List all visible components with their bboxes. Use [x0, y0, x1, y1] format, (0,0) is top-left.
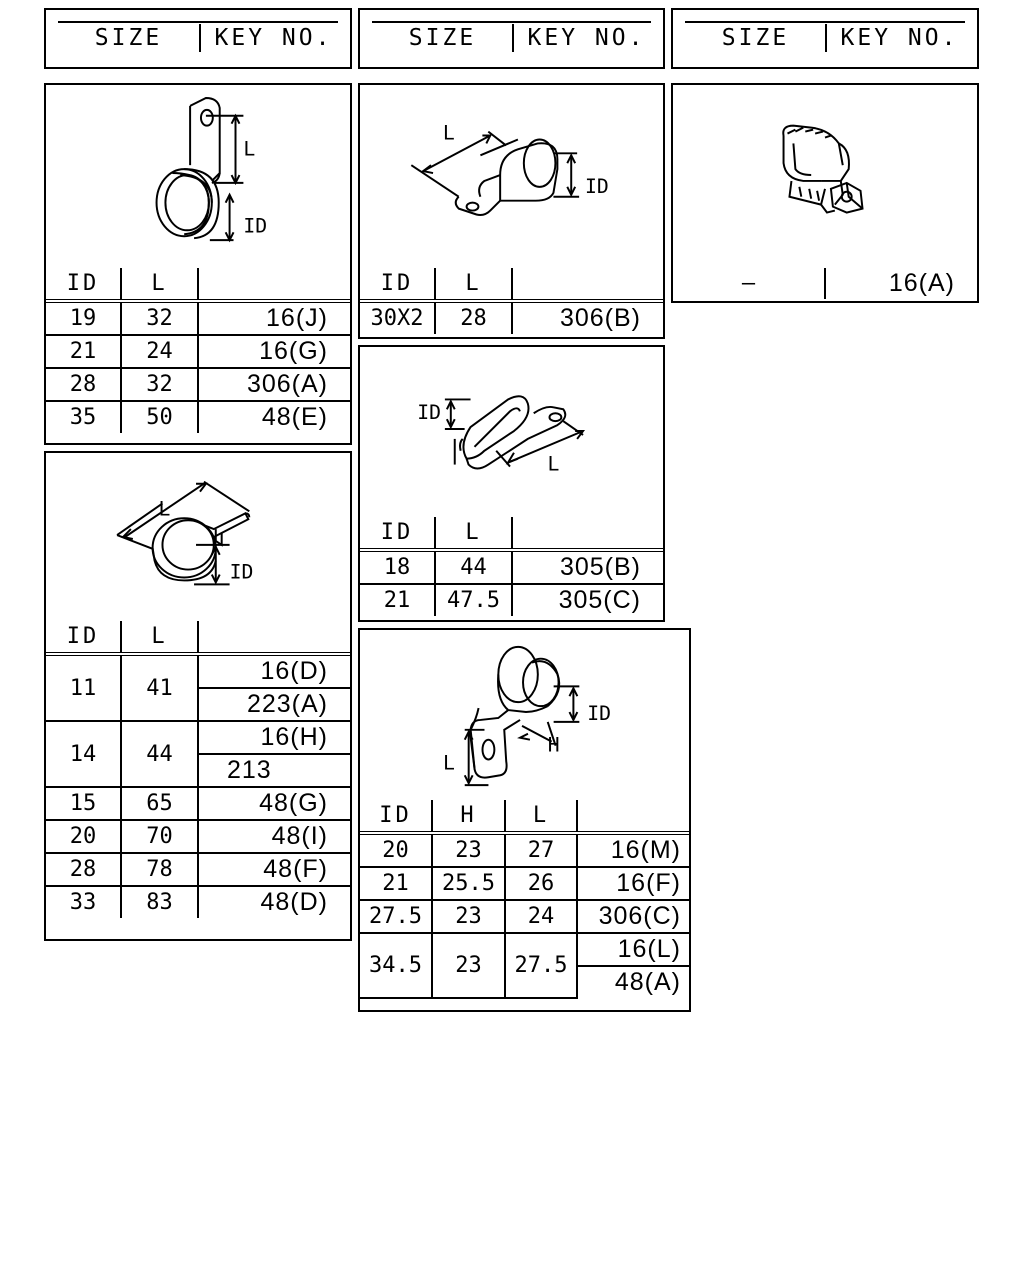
table-row	[46, 721, 350, 754]
cell-l: 24	[505, 900, 577, 933]
cell-h: 23	[432, 900, 505, 933]
clamp-d-panel	[358, 345, 665, 622]
cell-l: 44	[435, 550, 512, 584]
dim-id-label: ID	[417, 401, 441, 425]
size-header: SIZE	[721, 25, 790, 51]
key-no-header: KEY NO.	[214, 25, 333, 51]
cell-id: 20	[46, 820, 121, 853]
cell-key: 306(A)	[198, 368, 350, 401]
cell-l: 41	[121, 654, 198, 721]
cell-key: 16(J)	[198, 301, 350, 335]
clamp-d-drawing	[360, 347, 663, 517]
col-l: L	[121, 621, 198, 654]
clamp-c-table	[360, 268, 663, 334]
col-l: L	[505, 800, 577, 833]
cell-h: 25.5	[432, 867, 505, 900]
clamp-e-drawing	[360, 630, 689, 800]
cell-id: 35	[46, 401, 121, 433]
cell-key: 223(A)	[198, 688, 350, 721]
table-row	[673, 268, 977, 299]
cell-l: 28	[435, 301, 512, 334]
clamp-c-drawing	[360, 85, 663, 268]
dim-l-label: L	[442, 751, 455, 775]
key-no-header: KEY NO.	[840, 25, 959, 51]
cell-id: 27.5	[360, 900, 432, 933]
dim-l-label: L	[158, 497, 171, 521]
table-row	[360, 933, 689, 966]
table-row	[46, 401, 350, 433]
cell-id: 28	[46, 853, 121, 886]
dim-id-label: ID	[585, 174, 609, 198]
clamp-a-table	[46, 268, 350, 433]
clamp-a-drawing	[46, 85, 350, 268]
clamp-f-table	[673, 268, 977, 299]
col-key	[577, 800, 689, 833]
dim-h-label: H	[547, 733, 560, 757]
cell-key: 48(F)	[198, 853, 350, 886]
cell-h: 23	[432, 833, 505, 867]
size-header: SIZE	[408, 25, 477, 51]
table-row	[46, 335, 350, 368]
table-row	[46, 886, 350, 918]
cell-key: 213	[198, 754, 350, 787]
table-row	[46, 301, 350, 335]
col-id: ID	[46, 268, 121, 301]
cell-key: 306(B)	[512, 301, 663, 334]
header-col3	[671, 8, 979, 69]
key-no-header: KEY NO.	[527, 25, 646, 51]
cell-id: 11	[46, 654, 121, 721]
col-id: ID	[46, 621, 121, 654]
cell-id: 21	[46, 335, 121, 368]
table-row	[360, 833, 689, 867]
cell-key: 305(B)	[512, 550, 663, 584]
cell-l: 32	[121, 301, 198, 335]
table-row	[46, 787, 350, 820]
cell-id: 19	[46, 301, 121, 335]
cell-l: 70	[121, 820, 198, 853]
cell-key: 48(A)	[577, 966, 689, 998]
cell-id: 21	[360, 584, 435, 616]
cell-id: 20	[360, 833, 432, 867]
cell-l: 50	[121, 401, 198, 433]
table-row	[360, 301, 663, 334]
cell-size: —	[673, 268, 825, 299]
cell-id: 21	[360, 867, 432, 900]
clamp-a-panel	[44, 83, 352, 445]
clamp-f-panel	[671, 83, 979, 303]
clamp-f-drawing	[673, 85, 977, 268]
clamp-c-panel	[358, 83, 665, 339]
col-key	[198, 268, 350, 301]
table-row	[360, 867, 689, 900]
size-header: SIZE	[94, 25, 163, 51]
cell-key: 16(G)	[198, 335, 350, 368]
cell-id: 34.5	[360, 933, 432, 998]
header-col1	[44, 8, 352, 69]
dim-id-label: ID	[243, 214, 268, 238]
cell-l: 27.5	[505, 933, 577, 998]
col-l: L	[121, 268, 198, 301]
cell-key: 48(I)	[198, 820, 350, 853]
col-key	[198, 621, 350, 654]
cell-key: 16(F)	[577, 867, 689, 900]
col-id: ID	[360, 268, 435, 301]
cell-l: 47.5	[435, 584, 512, 616]
cell-l: 83	[121, 886, 198, 918]
table-row	[360, 584, 663, 616]
dim-l-label: L	[547, 452, 560, 476]
cell-l: 26	[505, 867, 577, 900]
clamp-d-table	[360, 517, 663, 616]
cell-l: 24	[121, 335, 198, 368]
clamp-b-drawing	[46, 453, 350, 621]
dim-id-label: ID	[229, 560, 254, 584]
cell-id: 33	[46, 886, 121, 918]
cell-l: 32	[121, 368, 198, 401]
col-l: L	[435, 268, 512, 301]
cell-l: 65	[121, 787, 198, 820]
col-l: L	[435, 517, 512, 550]
header-col2	[358, 8, 665, 69]
table-row	[360, 550, 663, 584]
dim-l-label: L	[442, 121, 455, 145]
clamp-b-table	[46, 621, 350, 918]
cell-key: 16(D)	[198, 654, 350, 688]
table-row	[46, 820, 350, 853]
dim-id-label: ID	[587, 701, 612, 725]
cell-h: 23	[432, 933, 505, 998]
cell-id: 15	[46, 787, 121, 820]
col-key	[512, 268, 663, 301]
cell-id: 18	[360, 550, 435, 584]
col-id: ID	[360, 800, 432, 833]
col-h: H	[432, 800, 505, 833]
cell-key: 16(L)	[577, 933, 689, 966]
clamp-e-panel	[358, 628, 691, 1012]
cell-l: 78	[121, 853, 198, 886]
cell-id: 28	[46, 368, 121, 401]
col-key	[512, 517, 663, 550]
table-row	[360, 900, 689, 933]
table-row	[46, 368, 350, 401]
dim-l-label: L	[243, 137, 256, 161]
cell-key: 305(C)	[512, 584, 663, 616]
cell-l: 44	[121, 721, 198, 787]
table-row	[46, 654, 350, 688]
clamp-e-table	[360, 800, 689, 999]
col-id: ID	[360, 517, 435, 550]
clamp-b-panel	[44, 451, 352, 941]
cell-key: 16(A)	[825, 268, 977, 299]
cell-key: 306(C)	[577, 900, 689, 933]
cell-key: 16(H)	[198, 721, 350, 754]
table-row	[46, 853, 350, 886]
cell-key: 16(M)	[577, 833, 689, 867]
cell-key: 48(D)	[198, 886, 350, 918]
cell-id: 14	[46, 721, 121, 787]
cell-key: 48(G)	[198, 787, 350, 820]
cell-l: 27	[505, 833, 577, 867]
cell-id: 30X2	[360, 301, 435, 334]
cell-key: 48(E)	[198, 401, 350, 433]
